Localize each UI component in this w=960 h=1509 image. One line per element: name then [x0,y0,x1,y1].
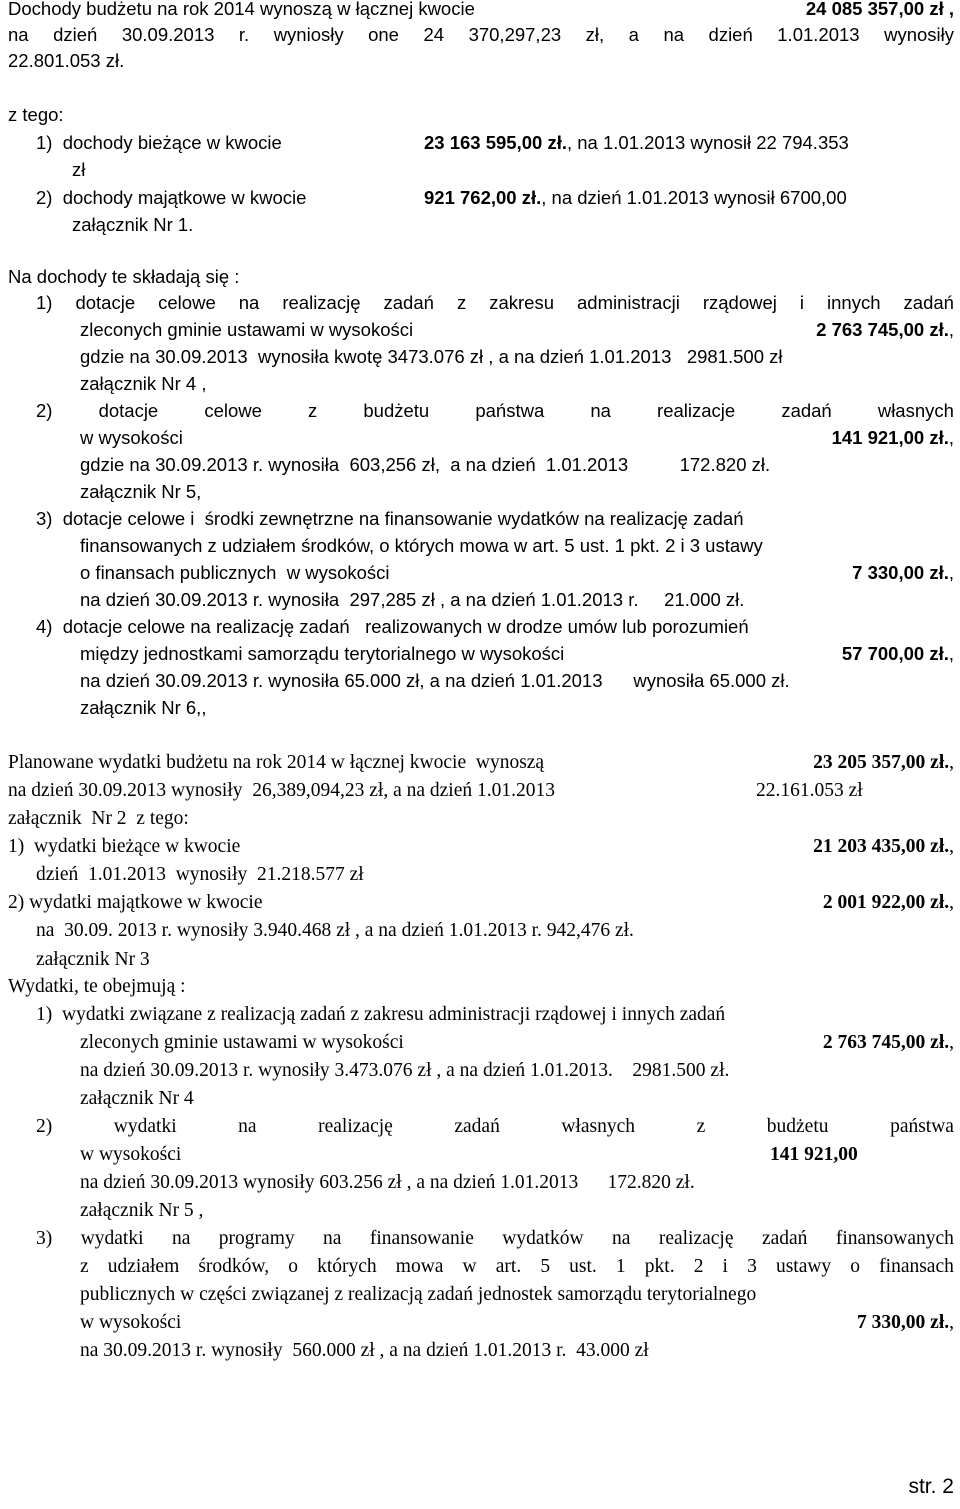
word: pkt. [644,1256,675,1277]
expense-3-amount: 7 330,00 zł., [857,1312,954,1333]
grant-1-line2: zleconych gminie ustawami w wysokości [80,319,414,340]
word: i [799,292,805,313]
expense-2-amount: 141 921,00 [770,1144,858,1165]
expense-3-line1 [36,1227,954,1251]
revenue-total-text: Dochody budżetu na rok 2014 wynoszą w łącznej kwocie [8,0,475,19]
word: 5 [540,1256,551,1277]
word: finansowanych [835,1228,954,1249]
expense-3-line3: publicznych w części związanej z realizacją zadań jednostek samorządu terytorialnego [80,1284,757,1305]
annex-6-ref: załącznik Nr 6,, [80,697,207,718]
word: własnych [877,400,954,421]
word: udziałem [107,1256,180,1277]
revenue-dates-line [8,23,954,47]
word: o [288,1256,298,1277]
expense-3-line5: na 30.09.2013 r. wynosiły 560.000 zł , a na dzień 1.01.2013 r. 43.000 zł [80,1340,649,1361]
word: na [8,24,29,45]
expenditure-prev-amount: 22.161.053 zł [756,780,863,801]
word: zadań [454,1116,500,1137]
word: ustawy [775,1256,832,1277]
word: zadań [761,1228,808,1249]
word: na [323,1228,342,1249]
annex-2-ref: załącznik Nr 2 z tego: [8,808,189,829]
word: wydatki [80,1228,144,1249]
word: 1.01.2013 [777,24,860,45]
word: rządowej [702,292,777,313]
word: w [462,1256,477,1277]
grant-4-line3: na dzień 30.09.2013 r. wynosiła 65.000 zł, a na dzień 1.01.2013 wynosiła 65.000 zł. [80,670,790,691]
capital-expenditure-label: 2) wydatki majątkowe w kwocie [8,892,263,913]
expense-3-line2 [80,1255,954,1279]
expenditure-breakdown-heading: Wydatki, te obejmują : [8,976,186,997]
word: 24 [423,24,445,45]
word: realizację [318,1116,393,1137]
word: finansowanie [369,1228,474,1249]
word: o [850,1256,861,1277]
annex-5-ref-expense: załącznik Nr 5 , [80,1200,204,1221]
word: wyniosły [273,24,344,45]
current-revenue-amount: 23 163 595,00 zł., na 1.01.2013 wynosił 22 794.353 [424,132,849,153]
grant-1-amount: 2 763 745,00 zł., [816,319,954,340]
word: 3 [747,1256,757,1277]
word: dotacje [75,292,136,313]
word: na [171,1228,191,1249]
word: programy [218,1228,295,1249]
grant-1-line1 [36,291,954,315]
word: administracji [577,292,680,313]
capital-revenue-amount: 921 762,00 zł., na dzień 1.01.2013 wynosił 6700,00 [424,187,847,208]
revenue-total-amount: 24 085 357,00 zł , [805,0,954,19]
capital-revenue-label: 2) dochody majątkowe w kwocie [36,187,307,208]
word: środków, [198,1256,270,1277]
grant-3-line2: finansowanych z udziałem środków, o których mowa w art. 5 ust. 1 pkt. 2 i 3 ustawy [80,535,763,556]
word: z [308,400,318,421]
word: 2) [36,400,53,421]
word: realizację [282,292,361,313]
word: dzień [53,24,98,45]
grant-3-line3: o finansach publicznych w wysokości [80,562,390,583]
z-tego-label: z tego: [8,104,64,125]
word: realizację [658,1228,734,1249]
revenue-breakdown-heading: Na dochody te składają się : [8,266,240,287]
word: art. [495,1256,522,1277]
word: r. [238,24,250,45]
grant-2-line2: w wysokości [80,427,183,448]
word: zadań [903,292,954,313]
current-revenue-label: 1) dochody bieżące w kwocie [36,132,282,153]
revenue-total-line [8,0,475,21]
grant-1-line3: gdzie na 30.09.2013 wynosiła kwotę 3473.076 zł , a na dzień 1.01.2013 2981.500 zł [80,346,783,367]
word: na [238,1116,257,1137]
word: wydatków [502,1228,584,1249]
word: 3) [36,1228,53,1249]
expenditure-dates-line: na dzień 30.09.2013 wynosiły 26,389,094,23 zł, a na dzień 1.01.2013 [8,780,555,801]
grant-2-line3: gdzie na 30.09.2013 r. wynosiła 603,256 zł, a na dzień 1.01.2013 172.820 zł. [80,454,771,475]
word: własnych [561,1116,636,1137]
annex-3-ref: załącznik Nr 3 [36,949,150,970]
word: na [590,400,611,421]
expense-2-line3: na dzień 30.09.2013 wynosiły 603.256 zł , a na dzień 1.01.2013 172.820 zł. [80,1172,695,1193]
word: wynosiły [884,24,954,45]
annex-4-ref: załącznik Nr 4 , [80,373,207,394]
grant-3-line4: na dzień 30.09.2013 r. wynosiła 297,285 zł , a na dzień 1.01.2013 r. 21.000 zł. [80,589,745,610]
word: dotacje [98,400,159,421]
expense-3-line4: w wysokości [80,1312,182,1333]
grant-4-amount: 57 700,00 zł., [841,643,954,664]
annex-4-ref-expense: załącznik Nr 4 [80,1088,194,1109]
current-expenditure-label: 1) wydatki bieżące w kwocie [8,836,241,857]
word: na [663,24,685,45]
annex-1-ref: załącznik Nr 1. [72,214,194,235]
expense-1-line2: zleconych gminie ustawami w wysokości [80,1032,404,1053]
word: na [611,1228,631,1249]
word: 30.09.2013 [121,24,215,45]
word: one [368,24,399,45]
expenditure-total-amount: 23 205 357,00 zł., [813,752,954,773]
word: z [696,1116,706,1137]
grant-2-line1 [36,399,954,423]
word: wydatki [113,1116,177,1137]
word: z [80,1256,89,1277]
current-revenue-unit: zł [72,159,86,180]
grant-4-line1: 4) dotacje celowe na realizację zadań realizowanych w drodze umów lub porozumień [36,616,749,637]
word: 2) [36,1116,53,1137]
current-expenditure-prev: dzień 1.01.2013 wynosiły 21.218.577 zł [36,864,364,885]
expense-1-line3: na dzień 30.09.2013 r. wynosiły 3.473.076 zł , a na dzień 1.01.2013. 2981.500 zł. [80,1060,730,1081]
word: dzień [708,24,753,45]
word: budżetu [363,400,430,421]
expense-2-line2: w wysokości [80,1144,182,1165]
grant-4-line2: między jednostkami samorządu terytorialnego w wysokości [80,643,565,664]
expense-1-line1: 1) wydatki związane z realizacją zadań z zakresu administracji rządowej i innych zadań [36,1004,726,1025]
expenditure-total-line: Planowane wydatki budżetu na rok 2014 w łącznej kwocie wynoszą [8,752,545,773]
word: 1 [615,1256,626,1277]
expense-1-amount: 2 763 745,00 zł., [822,1032,954,1053]
word: 1) [36,292,53,313]
capital-expenditure-amount: 2 001 922,00 zł., [822,892,954,913]
expense-2-line1 [36,1115,954,1139]
page-number: str. 2 [908,1475,954,1498]
word: zadań [781,400,832,421]
word: państwa [890,1116,954,1137]
grant-3-line1: 3) dotacje celowe i środki zewnętrzne na finansowanie wydatków na realizację zadań [36,508,744,529]
word: realizacje [657,400,736,421]
word: zakresu [489,292,554,313]
word: celowe [204,400,262,421]
word: państwa [475,400,545,421]
word: mowa [395,1256,444,1277]
word: i [722,1256,728,1277]
revenue-prev-value: 22.801.053 zł. [8,50,125,71]
current-expenditure-amount: 21 203 435,00 zł., [813,836,954,857]
annex-5-ref: załącznik Nr 5, [80,481,202,502]
word: których [317,1256,377,1277]
grant-3-amount: 7 330,00 zł., [852,562,954,583]
word: z [456,292,467,313]
word: innych [827,292,881,313]
word: a [628,24,639,45]
word: 2 [693,1256,704,1277]
word: na [238,292,260,313]
capital-expenditure-prev: na 30.09. 2013 r. wynosiły 3.940.468 zł , a na dzień 1.01.2013 r. 942,476 zł. [36,920,634,941]
word: zadań [383,292,434,313]
word: 370,297,23 [468,24,562,45]
grant-2-amount: 141 921,00 zł., [831,427,954,448]
word: finansach [879,1256,954,1277]
word: budżetu [766,1116,829,1137]
word: celowe [158,292,216,313]
word: ust. [569,1256,597,1277]
word: zł, [585,24,605,45]
